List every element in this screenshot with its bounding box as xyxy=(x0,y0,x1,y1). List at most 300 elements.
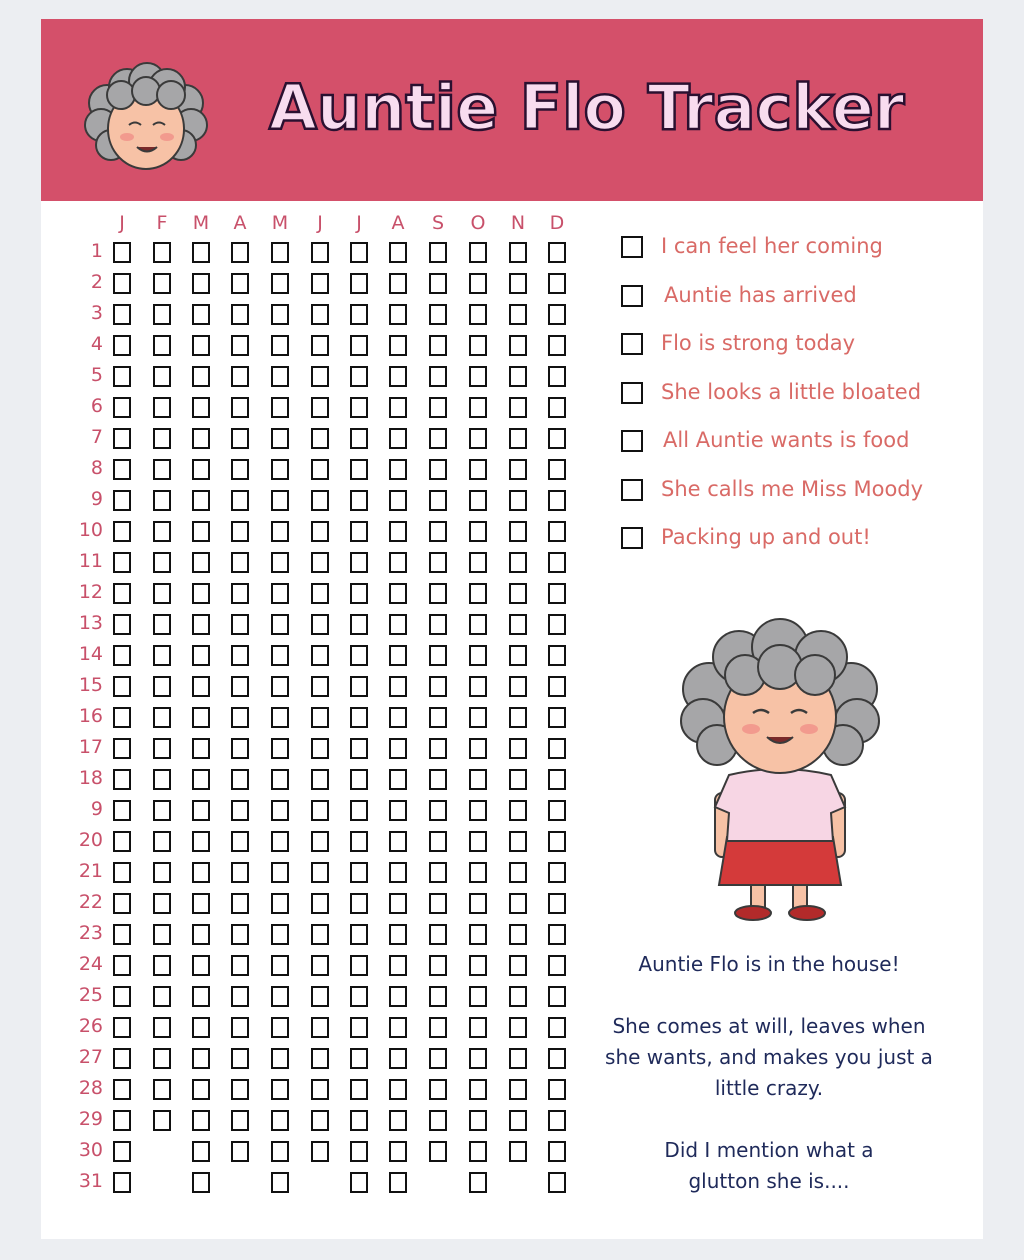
day-checkbox[interactable] xyxy=(153,521,171,542)
day-checkbox[interactable] xyxy=(509,552,527,573)
day-checkbox[interactable] xyxy=(311,738,329,759)
day-checkbox[interactable] xyxy=(389,1017,407,1038)
day-checkbox[interactable] xyxy=(350,800,368,821)
day-checkbox[interactable] xyxy=(192,769,210,790)
day-checkbox[interactable] xyxy=(389,1141,407,1162)
day-checkbox[interactable] xyxy=(389,1172,407,1193)
day-checkbox[interactable] xyxy=(429,676,447,697)
day-checkbox[interactable] xyxy=(231,521,249,542)
day-checkbox[interactable] xyxy=(231,924,249,945)
day-checkbox[interactable] xyxy=(389,738,407,759)
day-checkbox[interactable] xyxy=(389,1048,407,1069)
day-checkbox[interactable] xyxy=(429,242,447,263)
day-checkbox[interactable] xyxy=(192,1079,210,1100)
day-checkbox[interactable] xyxy=(389,800,407,821)
day-checkbox[interactable] xyxy=(350,428,368,449)
day-checkbox[interactable] xyxy=(469,335,487,356)
day-checkbox[interactable] xyxy=(389,304,407,325)
day-checkbox[interactable] xyxy=(548,490,566,511)
day-checkbox[interactable] xyxy=(548,335,566,356)
day-checkbox[interactable] xyxy=(311,335,329,356)
day-checkbox[interactable] xyxy=(509,862,527,883)
day-checkbox[interactable] xyxy=(231,769,249,790)
day-checkbox[interactable] xyxy=(231,1048,249,1069)
day-checkbox[interactable] xyxy=(389,552,407,573)
day-checkbox[interactable] xyxy=(509,1110,527,1131)
day-checkbox[interactable] xyxy=(153,1048,171,1069)
day-checkbox[interactable] xyxy=(311,242,329,263)
day-checkbox[interactable] xyxy=(548,1017,566,1038)
day-checkbox[interactable] xyxy=(548,645,566,666)
day-checkbox[interactable] xyxy=(429,614,447,635)
day-checkbox[interactable] xyxy=(192,397,210,418)
day-checkbox[interactable] xyxy=(429,769,447,790)
day-checkbox[interactable] xyxy=(389,459,407,480)
day-checkbox[interactable] xyxy=(350,490,368,511)
day-checkbox[interactable] xyxy=(311,521,329,542)
day-checkbox[interactable] xyxy=(231,1079,249,1100)
day-checkbox[interactable] xyxy=(311,1017,329,1038)
day-checkbox[interactable] xyxy=(548,986,566,1007)
day-checkbox[interactable] xyxy=(548,583,566,604)
day-checkbox[interactable] xyxy=(429,397,447,418)
day-checkbox[interactable] xyxy=(311,769,329,790)
day-checkbox[interactable] xyxy=(271,1141,289,1162)
day-checkbox[interactable] xyxy=(192,583,210,604)
day-checkbox[interactable] xyxy=(113,1141,131,1162)
day-checkbox[interactable] xyxy=(192,335,210,356)
day-checkbox[interactable] xyxy=(113,1048,131,1069)
day-checkbox[interactable] xyxy=(469,1017,487,1038)
day-checkbox[interactable] xyxy=(389,583,407,604)
day-checkbox[interactable] xyxy=(311,614,329,635)
day-checkbox[interactable] xyxy=(271,583,289,604)
day-checkbox[interactable] xyxy=(113,645,131,666)
day-checkbox[interactable] xyxy=(429,335,447,356)
day-checkbox[interactable] xyxy=(271,862,289,883)
day-checkbox[interactable] xyxy=(548,273,566,294)
day-checkbox[interactable] xyxy=(350,1172,368,1193)
symptom-checkbox[interactable] xyxy=(621,236,643,258)
day-checkbox[interactable] xyxy=(469,955,487,976)
day-checkbox[interactable] xyxy=(389,490,407,511)
day-checkbox[interactable] xyxy=(429,490,447,511)
day-checkbox[interactable] xyxy=(271,924,289,945)
day-checkbox[interactable] xyxy=(350,738,368,759)
day-checkbox[interactable] xyxy=(389,769,407,790)
day-checkbox[interactable] xyxy=(429,273,447,294)
day-checkbox[interactable] xyxy=(509,769,527,790)
day-checkbox[interactable] xyxy=(429,645,447,666)
day-checkbox[interactable] xyxy=(389,955,407,976)
day-checkbox[interactable] xyxy=(509,738,527,759)
day-checkbox[interactable] xyxy=(271,428,289,449)
day-checkbox[interactable] xyxy=(192,893,210,914)
day-checkbox[interactable] xyxy=(509,583,527,604)
day-checkbox[interactable] xyxy=(192,862,210,883)
day-checkbox[interactable] xyxy=(192,459,210,480)
day-checkbox[interactable] xyxy=(192,1172,210,1193)
day-checkbox[interactable] xyxy=(548,831,566,852)
day-checkbox[interactable] xyxy=(271,614,289,635)
day-checkbox[interactable] xyxy=(509,614,527,635)
day-checkbox[interactable] xyxy=(548,707,566,728)
day-checkbox[interactable] xyxy=(153,428,171,449)
day-checkbox[interactable] xyxy=(311,800,329,821)
day-checkbox[interactable] xyxy=(429,1017,447,1038)
day-checkbox[interactable] xyxy=(509,1048,527,1069)
day-checkbox[interactable] xyxy=(153,955,171,976)
day-checkbox[interactable] xyxy=(469,1079,487,1100)
symptom-checkbox[interactable] xyxy=(621,333,643,355)
day-checkbox[interactable] xyxy=(153,707,171,728)
day-checkbox[interactable] xyxy=(350,893,368,914)
day-checkbox[interactable] xyxy=(271,242,289,263)
day-checkbox[interactable] xyxy=(271,335,289,356)
day-checkbox[interactable] xyxy=(192,614,210,635)
day-checkbox[interactable] xyxy=(153,459,171,480)
day-checkbox[interactable] xyxy=(271,1079,289,1100)
day-checkbox[interactable] xyxy=(271,645,289,666)
day-checkbox[interactable] xyxy=(350,707,368,728)
day-checkbox[interactable] xyxy=(548,862,566,883)
day-checkbox[interactable] xyxy=(389,242,407,263)
day-checkbox[interactable] xyxy=(311,955,329,976)
day-checkbox[interactable] xyxy=(469,645,487,666)
day-checkbox[interactable] xyxy=(153,893,171,914)
day-checkbox[interactable] xyxy=(113,1110,131,1131)
day-checkbox[interactable] xyxy=(271,1017,289,1038)
day-checkbox[interactable] xyxy=(509,955,527,976)
day-checkbox[interactable] xyxy=(113,459,131,480)
day-checkbox[interactable] xyxy=(469,800,487,821)
day-checkbox[interactable] xyxy=(231,614,249,635)
day-checkbox[interactable] xyxy=(153,335,171,356)
day-checkbox[interactable] xyxy=(192,800,210,821)
day-checkbox[interactable] xyxy=(271,831,289,852)
day-checkbox[interactable] xyxy=(350,1079,368,1100)
day-checkbox[interactable] xyxy=(469,924,487,945)
day-checkbox[interactable] xyxy=(311,428,329,449)
day-checkbox[interactable] xyxy=(509,521,527,542)
day-checkbox[interactable] xyxy=(389,986,407,1007)
day-checkbox[interactable] xyxy=(469,273,487,294)
day-checkbox[interactable] xyxy=(429,986,447,1007)
day-checkbox[interactable] xyxy=(113,521,131,542)
day-checkbox[interactable] xyxy=(192,366,210,387)
day-checkbox[interactable] xyxy=(153,645,171,666)
day-checkbox[interactable] xyxy=(231,707,249,728)
day-checkbox[interactable] xyxy=(153,273,171,294)
day-checkbox[interactable] xyxy=(231,1017,249,1038)
day-checkbox[interactable] xyxy=(350,769,368,790)
day-checkbox[interactable] xyxy=(509,800,527,821)
day-checkbox[interactable] xyxy=(311,304,329,325)
day-checkbox[interactable] xyxy=(113,986,131,1007)
day-checkbox[interactable] xyxy=(548,955,566,976)
day-checkbox[interactable] xyxy=(231,738,249,759)
day-checkbox[interactable] xyxy=(509,459,527,480)
day-checkbox[interactable] xyxy=(548,1141,566,1162)
day-checkbox[interactable] xyxy=(469,304,487,325)
day-checkbox[interactable] xyxy=(271,893,289,914)
day-checkbox[interactable] xyxy=(509,986,527,1007)
day-checkbox[interactable] xyxy=(271,955,289,976)
day-checkbox[interactable] xyxy=(469,583,487,604)
day-checkbox[interactable] xyxy=(231,955,249,976)
day-checkbox[interactable] xyxy=(429,862,447,883)
day-checkbox[interactable] xyxy=(231,676,249,697)
day-checkbox[interactable] xyxy=(192,831,210,852)
day-checkbox[interactable] xyxy=(350,1110,368,1131)
day-checkbox[interactable] xyxy=(153,242,171,263)
day-checkbox[interactable] xyxy=(509,366,527,387)
symptom-checkbox[interactable] xyxy=(621,285,643,307)
day-checkbox[interactable] xyxy=(113,366,131,387)
day-checkbox[interactable] xyxy=(389,831,407,852)
day-checkbox[interactable] xyxy=(192,924,210,945)
day-checkbox[interactable] xyxy=(153,552,171,573)
day-checkbox[interactable] xyxy=(311,490,329,511)
day-checkbox[interactable] xyxy=(509,304,527,325)
day-checkbox[interactable] xyxy=(469,707,487,728)
day-checkbox[interactable] xyxy=(153,676,171,697)
symptom-checkbox[interactable] xyxy=(621,430,643,452)
day-checkbox[interactable] xyxy=(192,986,210,1007)
day-checkbox[interactable] xyxy=(192,304,210,325)
day-checkbox[interactable] xyxy=(509,707,527,728)
day-checkbox[interactable] xyxy=(192,707,210,728)
day-checkbox[interactable] xyxy=(389,893,407,914)
day-checkbox[interactable] xyxy=(113,490,131,511)
day-checkbox[interactable] xyxy=(153,1110,171,1131)
day-checkbox[interactable] xyxy=(311,552,329,573)
symptom-checkbox[interactable] xyxy=(621,527,643,549)
day-checkbox[interactable] xyxy=(271,366,289,387)
day-checkbox[interactable] xyxy=(153,831,171,852)
day-checkbox[interactable] xyxy=(153,1017,171,1038)
day-checkbox[interactable] xyxy=(113,893,131,914)
day-checkbox[interactable] xyxy=(113,335,131,356)
day-checkbox[interactable] xyxy=(153,1079,171,1100)
day-checkbox[interactable] xyxy=(509,924,527,945)
day-checkbox[interactable] xyxy=(113,862,131,883)
day-checkbox[interactable] xyxy=(350,955,368,976)
day-checkbox[interactable] xyxy=(271,552,289,573)
day-checkbox[interactable] xyxy=(192,521,210,542)
day-checkbox[interactable] xyxy=(469,831,487,852)
day-checkbox[interactable] xyxy=(113,831,131,852)
day-checkbox[interactable] xyxy=(548,397,566,418)
day-checkbox[interactable] xyxy=(192,552,210,573)
day-checkbox[interactable] xyxy=(389,924,407,945)
day-checkbox[interactable] xyxy=(311,862,329,883)
day-checkbox[interactable] xyxy=(271,986,289,1007)
day-checkbox[interactable] xyxy=(192,273,210,294)
day-checkbox[interactable] xyxy=(548,242,566,263)
day-checkbox[interactable] xyxy=(311,924,329,945)
day-checkbox[interactable] xyxy=(192,242,210,263)
day-checkbox[interactable] xyxy=(429,1079,447,1100)
day-checkbox[interactable] xyxy=(469,1048,487,1069)
day-checkbox[interactable] xyxy=(231,242,249,263)
day-checkbox[interactable] xyxy=(350,242,368,263)
day-checkbox[interactable] xyxy=(548,676,566,697)
day-checkbox[interactable] xyxy=(429,1141,447,1162)
day-checkbox[interactable] xyxy=(469,521,487,542)
day-checkbox[interactable] xyxy=(429,366,447,387)
day-checkbox[interactable] xyxy=(509,893,527,914)
day-checkbox[interactable] xyxy=(429,521,447,542)
day-checkbox[interactable] xyxy=(192,490,210,511)
day-checkbox[interactable] xyxy=(469,614,487,635)
day-checkbox[interactable] xyxy=(271,676,289,697)
day-checkbox[interactable] xyxy=(231,397,249,418)
day-checkbox[interactable] xyxy=(113,707,131,728)
day-checkbox[interactable] xyxy=(350,366,368,387)
day-checkbox[interactable] xyxy=(509,831,527,852)
day-checkbox[interactable] xyxy=(231,335,249,356)
day-checkbox[interactable] xyxy=(192,1141,210,1162)
day-checkbox[interactable] xyxy=(548,1172,566,1193)
day-checkbox[interactable] xyxy=(429,831,447,852)
day-checkbox[interactable] xyxy=(311,893,329,914)
day-checkbox[interactable] xyxy=(429,428,447,449)
day-checkbox[interactable] xyxy=(548,1079,566,1100)
day-checkbox[interactable] xyxy=(113,583,131,604)
day-checkbox[interactable] xyxy=(311,1079,329,1100)
day-checkbox[interactable] xyxy=(311,273,329,294)
day-checkbox[interactable] xyxy=(469,242,487,263)
day-checkbox[interactable] xyxy=(153,490,171,511)
day-checkbox[interactable] xyxy=(469,893,487,914)
day-checkbox[interactable] xyxy=(311,397,329,418)
day-checkbox[interactable] xyxy=(192,428,210,449)
day-checkbox[interactable] xyxy=(350,1048,368,1069)
day-checkbox[interactable] xyxy=(469,738,487,759)
day-checkbox[interactable] xyxy=(469,986,487,1007)
day-checkbox[interactable] xyxy=(231,800,249,821)
day-checkbox[interactable] xyxy=(271,459,289,480)
day-checkbox[interactable] xyxy=(350,831,368,852)
day-checkbox[interactable] xyxy=(509,242,527,263)
day-checkbox[interactable] xyxy=(469,552,487,573)
day-checkbox[interactable] xyxy=(469,1110,487,1131)
day-checkbox[interactable] xyxy=(350,335,368,356)
day-checkbox[interactable] xyxy=(389,273,407,294)
day-checkbox[interactable] xyxy=(350,552,368,573)
day-checkbox[interactable] xyxy=(271,1172,289,1193)
day-checkbox[interactable] xyxy=(548,428,566,449)
day-checkbox[interactable] xyxy=(429,924,447,945)
day-checkbox[interactable] xyxy=(429,738,447,759)
day-checkbox[interactable] xyxy=(548,893,566,914)
day-checkbox[interactable] xyxy=(113,738,131,759)
day-checkbox[interactable] xyxy=(153,986,171,1007)
day-checkbox[interactable] xyxy=(509,676,527,697)
day-checkbox[interactable] xyxy=(311,1141,329,1162)
day-checkbox[interactable] xyxy=(389,707,407,728)
day-checkbox[interactable] xyxy=(389,521,407,542)
day-checkbox[interactable] xyxy=(192,1048,210,1069)
day-checkbox[interactable] xyxy=(509,490,527,511)
day-checkbox[interactable] xyxy=(231,862,249,883)
day-checkbox[interactable] xyxy=(113,924,131,945)
day-checkbox[interactable] xyxy=(231,304,249,325)
day-checkbox[interactable] xyxy=(350,583,368,604)
day-checkbox[interactable] xyxy=(350,304,368,325)
day-checkbox[interactable] xyxy=(389,645,407,666)
day-checkbox[interactable] xyxy=(113,304,131,325)
day-checkbox[interactable] xyxy=(231,583,249,604)
day-checkbox[interactable] xyxy=(350,397,368,418)
day-checkbox[interactable] xyxy=(192,676,210,697)
day-checkbox[interactable] xyxy=(231,273,249,294)
day-checkbox[interactable] xyxy=(153,397,171,418)
day-checkbox[interactable] xyxy=(113,800,131,821)
day-checkbox[interactable] xyxy=(231,459,249,480)
day-checkbox[interactable] xyxy=(113,769,131,790)
day-checkbox[interactable] xyxy=(469,459,487,480)
day-checkbox[interactable] xyxy=(469,428,487,449)
day-checkbox[interactable] xyxy=(153,614,171,635)
day-checkbox[interactable] xyxy=(192,1110,210,1131)
day-checkbox[interactable] xyxy=(469,1172,487,1193)
day-checkbox[interactable] xyxy=(311,831,329,852)
day-checkbox[interactable] xyxy=(271,490,289,511)
day-checkbox[interactable] xyxy=(429,552,447,573)
day-checkbox[interactable] xyxy=(231,1141,249,1162)
day-checkbox[interactable] xyxy=(350,1017,368,1038)
day-checkbox[interactable] xyxy=(153,924,171,945)
day-checkbox[interactable] xyxy=(548,521,566,542)
day-checkbox[interactable] xyxy=(113,552,131,573)
day-checkbox[interactable] xyxy=(271,304,289,325)
day-checkbox[interactable] xyxy=(509,335,527,356)
day-checkbox[interactable] xyxy=(548,924,566,945)
symptom-checkbox[interactable] xyxy=(621,382,643,404)
day-checkbox[interactable] xyxy=(389,862,407,883)
day-checkbox[interactable] xyxy=(509,273,527,294)
day-checkbox[interactable] xyxy=(113,955,131,976)
day-checkbox[interactable] xyxy=(389,397,407,418)
day-checkbox[interactable] xyxy=(509,645,527,666)
day-checkbox[interactable] xyxy=(231,1110,249,1131)
day-checkbox[interactable] xyxy=(350,645,368,666)
day-checkbox[interactable] xyxy=(548,800,566,821)
day-checkbox[interactable] xyxy=(509,1017,527,1038)
day-checkbox[interactable] xyxy=(548,459,566,480)
day-checkbox[interactable] xyxy=(350,924,368,945)
symptom-checkbox[interactable] xyxy=(621,479,643,501)
day-checkbox[interactable] xyxy=(350,521,368,542)
day-checkbox[interactable] xyxy=(113,397,131,418)
day-checkbox[interactable] xyxy=(271,738,289,759)
day-checkbox[interactable] xyxy=(231,893,249,914)
day-checkbox[interactable] xyxy=(350,676,368,697)
day-checkbox[interactable] xyxy=(548,366,566,387)
day-checkbox[interactable] xyxy=(231,986,249,1007)
day-checkbox[interactable] xyxy=(271,1110,289,1131)
day-checkbox[interactable] xyxy=(389,366,407,387)
day-checkbox[interactable] xyxy=(469,490,487,511)
day-checkbox[interactable] xyxy=(350,986,368,1007)
day-checkbox[interactable] xyxy=(311,459,329,480)
day-checkbox[interactable] xyxy=(389,1079,407,1100)
day-checkbox[interactable] xyxy=(389,676,407,697)
day-checkbox[interactable] xyxy=(192,738,210,759)
day-checkbox[interactable] xyxy=(429,1048,447,1069)
